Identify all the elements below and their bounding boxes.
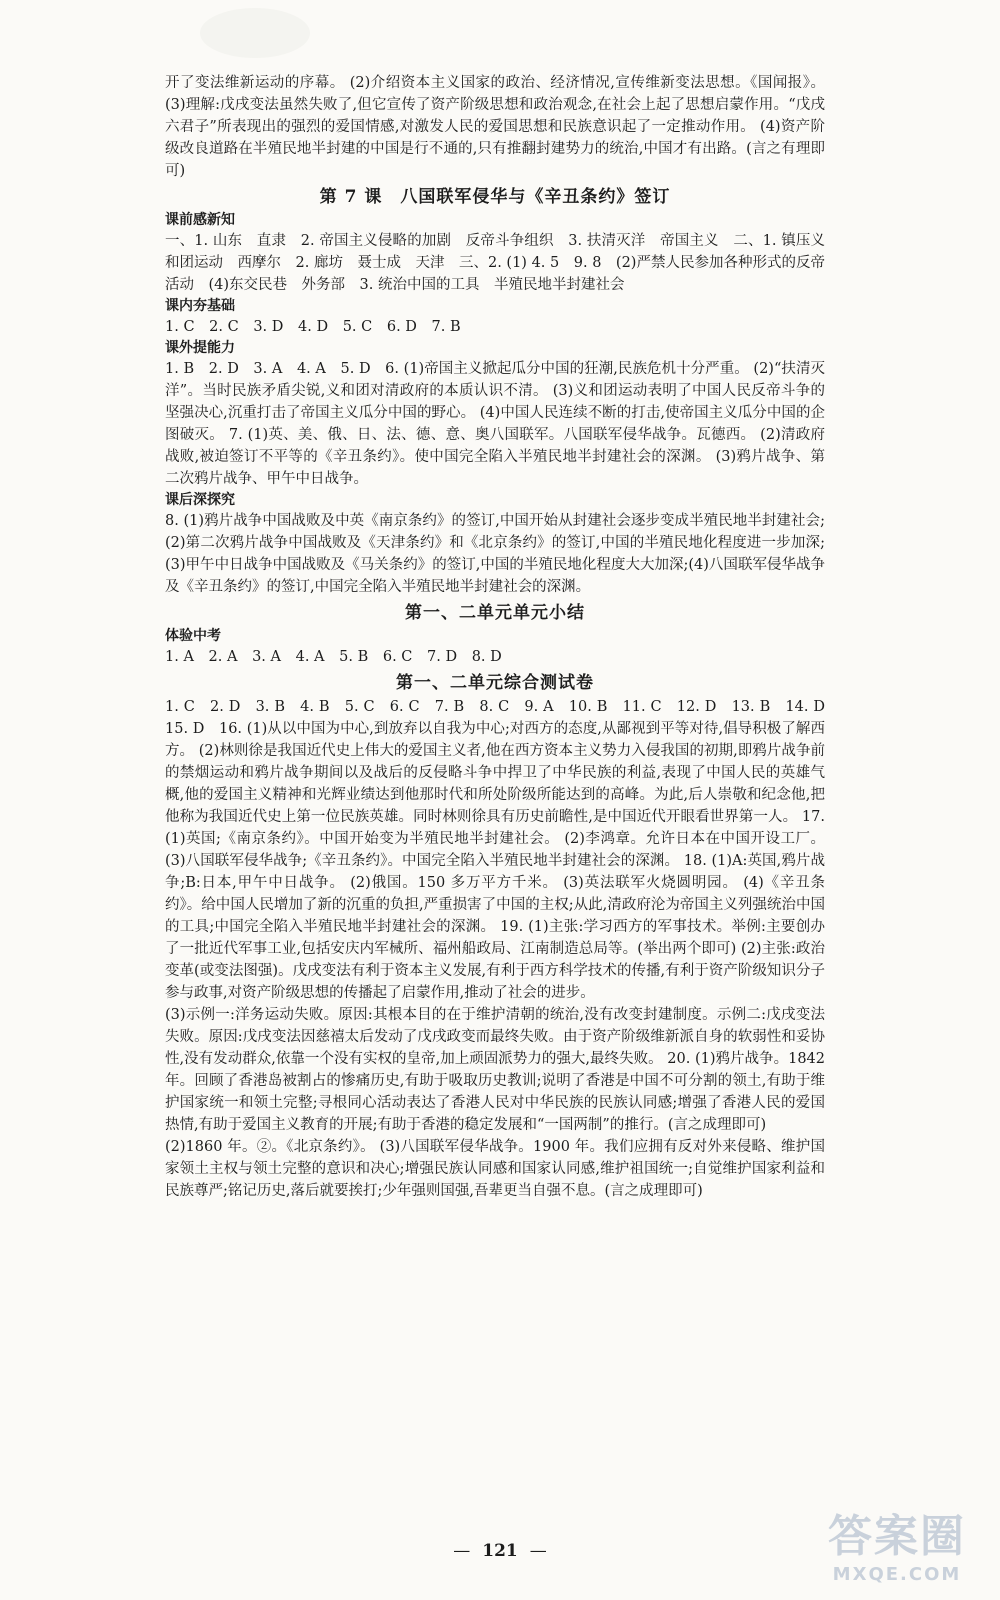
intro-paragraph: 开了变法维新运动的序幕。 (2)介绍资本主义国家的政治、经济情况,宣传维新变法思想。《国闻报》。 (3)理解:戊戌变法虽然失败了,但它宣传了资产阶级思想和政治观念,在社会上起了思想启蒙作用。“戊戌六君子”所表现出的强烈的爱国情感,对激发人民的爱国思想和民族意识起了一定推动作用。 (4)资产阶级改良道路在半殖民地半封建的中国是行不通的,只有推翻封建势力的统治,中国才有出路。(言之有理即可): [165, 75, 825, 179]
exam-experience-answers: [165, 646, 825, 668]
answer-item: 6. D: [386, 319, 417, 335]
after-class-heading: 课后深探究: [165, 492, 235, 508]
page-number-value: 121: [482, 1541, 518, 1561]
content-column: [165, 72, 840, 1202]
answer-item: 6. C: [382, 649, 413, 665]
after-class-answers: 8. (1)鸦片战争中国战败及中英《南京条约》的签订,中国开始从封建社会逐步变成半殖民地半封建社会;(2)第二次鸦片战争中国战败及《天津条约》和《北京条约》的签订,中国的半殖民地化程度进一步加深;(3)甲午中日战争中国战败及《马关条约》的签订,中国的半殖民地化程度大大加深;(4)八国联军侵华战争及《辛丑条约》的签订,中国完全陷入半殖民地半封建社会的深渊。: [165, 513, 825, 595]
unit-summary-title: 第一、二单元单元小结: [405, 603, 585, 623]
unit-test-title: 第一、二单元综合测试卷: [396, 673, 594, 693]
unit-test-answers-continued: (3)示例一:洋务运动失败。原因:其根本目的在于维护清朝的统治,没有改变封建制度。示例二:戊戌变法失败。原因:戊戌变法因慈禧太后发动了戊戌政变而最终失败。由于资产阶级维新派自身的软弱性和妥协性,没有发动群众,依靠一个没有实权的皇帝,加上顽固派势力的强大,最终失败。 20. (1)鸦片战争。1842 年。回顾了香港岛被割占的惨痛历史,有助于吸取历史教训;说明了香港是中国不可分割的领土,有助于维护国家统一和领土完整;寻根同心活动表达了香港人民对中华民族的民族认同感;增强了香港人民的爱国热情,有助于爱国主义教育的开展;有助于香港的稳定发展和“一国两制”的推行。(言之成理即可): [165, 1007, 825, 1133]
watermark-url: MXQE.COM: [832, 1564, 962, 1585]
site-watermark: [812, 1510, 982, 1590]
answer-item: 1. C: [165, 319, 195, 335]
answer-item: 7. D: [427, 649, 458, 665]
answer-item: 2. A: [208, 649, 238, 665]
answer-item: 8. D: [471, 649, 502, 665]
extra-class-answers: 1. B 2. D 3. A 4. A 5. D 6. (1)帝国主义掀起瓜分中国的狂潮,民族危机十分严重。 (2)“扶清灭洋”。当时民族矛盾尖锐,义和团对清政府的本质认识不清。 (3)义和团运动表明了中国人民反帝斗争的坚强决心,沉重打击了帝国主义瓜分中国的野心。 (4)中国人民连续不断的打击,使帝国主义瓜分中国的企图破灭。 7. (1)英、美、俄、日、法、德、意、奥八国联军。八国联军侵华战争。瓦德西。 (2)清政府战败,被迫签订不平等的《辛丑条约》。使中国完全陷入半殖民地半封建社会的深渊。 (3)鸦片战争、第二次鸦片战争、甲午中日战争。: [165, 361, 825, 487]
unit-test-answers-final: (2)1860 年。②。《北京条约》。 (3)八国联军侵华战争。1900 年。我们应拥有反对外来侵略、维护国家领土主权与领土完整的意识和决心;增强民族认同感和国家认同感,维护祖国统一;自觉维护国家利益和民族尊严;铭记历史,落后就要挨打;少年强则国强,吾辈更当自强不息。(言之成理即可): [165, 1139, 825, 1199]
answer-item: 1. A: [165, 649, 194, 665]
in-class-heading: 课内夯基础: [165, 298, 235, 314]
page-number-dash-right: —: [529, 1541, 547, 1561]
watermark-logo-text: 答案圈: [828, 1511, 966, 1562]
answer-item: 4. D: [298, 319, 329, 335]
extra-class-heading: 课外提能力: [165, 340, 235, 356]
exam-experience-heading: 体验中考: [165, 628, 221, 644]
answer-item: 3. A: [252, 649, 281, 665]
answer-item: 5. B: [339, 649, 369, 665]
page-number-dash-left: —: [453, 1541, 471, 1561]
answer-item: 2. C: [209, 319, 239, 335]
answer-item: 3. D: [253, 319, 284, 335]
unit-test-answers: 1. C 2. D 3. B 4. B 5. C 6. C 7. B 8. C 9. A 10. B 11. C 12. D 13. B 14. D 15. D 16. (1)从以中国为中心,到放弃以自我为中心;对西方的态度,从鄙视到平等对待,倡导积极了解西方。 (2)林则徐是我国近代史上伟大的爱国主义者,他在西方资本主义势力入侵我国的初期,即鸦片战争前的禁烟运动和鸦片战争期间以及战后的反侵略斗争中捍卫了中华民族的利益,表现了中国人民的英雄气概,他的爱国主义精神和光辉业绩达到他那时代和所处阶级所能达到的高峰。为此,后人崇敬和纪念他,把他称为我国近代史上第一位民族英雄。同时林则徐具有历史前瞻性,是中国近代开眼看世界第一人。 17. (1)英国;《南京条约》。中国开始变为半殖民地半封建社会。 (2)李鸿章。允许日本在中国开设工厂。 (3)八国联军侵华战争;《辛丑条约》。中国完全陷入半殖民地半封建社会的深渊。 18. (1)A:英国,鸦片战争;B:日本,甲午中日战争。 (2)俄国。150 多万平方千米。 (3)英法联军火烧圆明园。 (4)《辛丑条约》。给中国人民增加了新的沉重的负担,严重损害了中国的主权;从此,清政府沦为帝国主义列强统治中国的工具;中国完全陷入半殖民地半封建社会的深渊。 19. (1)主张:学习西方的军事技术。举例:主要创办了一批近代军事工业,包括安庆内军械所、福州船政局、江南制造总局等。(举出两个即可) (2)主张:政治变革(或变法图强)。戊戌变法有利于资本主义发展,有利于西方科学技术的传播,有利于资产阶级知识分子参与政事,对资产阶级思想的传播起了启蒙作用,推动了社会的进步。: [165, 699, 840, 1001]
lesson-7-title: 第 7 课 八国联军侵华与《辛丑条约》签订: [319, 187, 671, 207]
pre-class-heading: 课前感新知: [165, 212, 235, 228]
answer-item: 4. A: [295, 649, 325, 665]
pre-class-answers: 一、1. 山东 直隶 2. 帝国主义侵略的加剧 反帝斗争组织 3. 扶清灭洋 帝国主义 二、1. 镇压义和团运动 西摩尔 2. 廊坊 聂士成 天津 三、2. (1) 4. 5 9. 8 (2)严禁人民参加各种形式的反帝活动 (4)东交民巷 外务部 3. 统治中国的工具 半殖民地半封建社会: [165, 233, 825, 293]
answer-item: 7. B: [431, 319, 461, 335]
answer-item: 5. C: [342, 319, 373, 335]
in-class-answers: [165, 316, 825, 338]
